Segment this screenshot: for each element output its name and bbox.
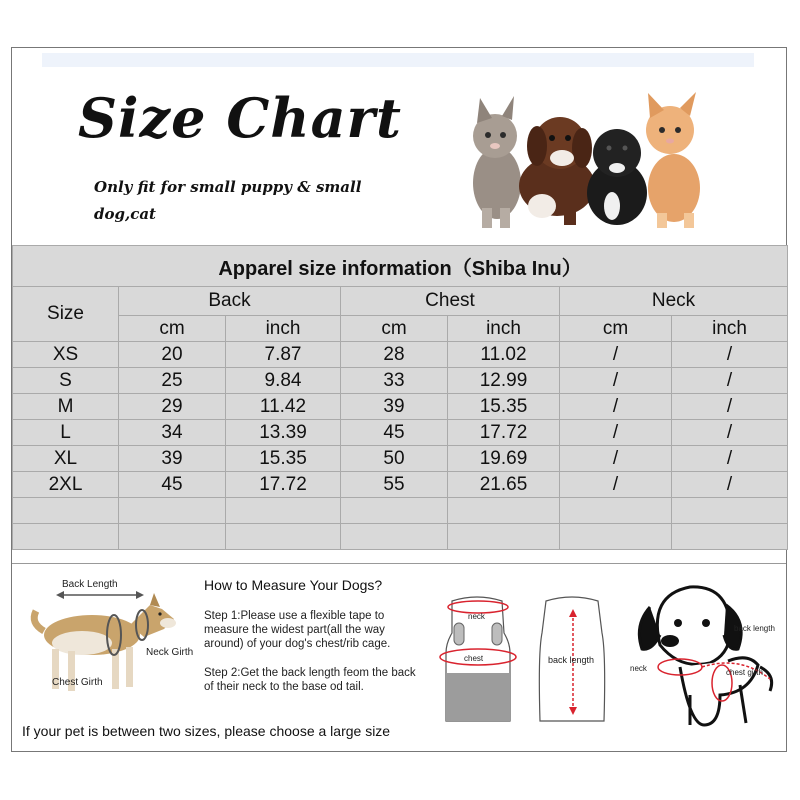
- subtitle: Only fit for small puppy & small dog,cat: [94, 178, 362, 223]
- table-cell: [119, 524, 226, 550]
- group-header-back: Back: [119, 287, 341, 316]
- table-cell: 15.35: [448, 394, 560, 420]
- table-cell: [226, 524, 341, 550]
- step-2-text: Step 2:Get the back length feom the back of their neck to the base od tail.: [204, 667, 416, 693]
- footer-note: If your pet is between two sizes, please choose a large size: [22, 723, 391, 739]
- table-cell: /: [560, 446, 672, 472]
- table-cell: 33: [341, 368, 448, 394]
- puppy-label-chest-girth: chest girth: [726, 668, 763, 677]
- unit-header: cm: [341, 316, 448, 342]
- table-cell: 11.02: [448, 342, 560, 368]
- puppy-measure-diagram: [630, 575, 780, 740]
- vest-back-illustration: [539, 597, 604, 721]
- table-cell: /: [672, 342, 788, 368]
- table-cell: /: [560, 394, 672, 420]
- table-cell: [448, 498, 560, 524]
- size-table: [12, 245, 788, 550]
- puppy-black-illustration: [587, 129, 647, 225]
- table-cell: 20: [119, 342, 226, 368]
- unit-header: inch: [448, 316, 560, 342]
- table-cell: M: [13, 394, 119, 420]
- table-row: [13, 420, 788, 446]
- vest-label-neck: neck: [468, 612, 485, 621]
- table-cell: 11.42: [226, 394, 341, 420]
- pets-photo: [452, 88, 722, 233]
- table-cell: [341, 498, 448, 524]
- vest-measure-diagram: [432, 593, 632, 728]
- table-cell: L: [13, 420, 119, 446]
- table-cell: 17.72: [226, 472, 341, 498]
- table-cell: 45: [341, 420, 448, 446]
- table-cell: 21.65: [448, 472, 560, 498]
- step-1-text: Step 1:Please use a flexible tape to measure the widest part(all the way around) of your dog's chest/rib cage.: [204, 610, 391, 650]
- header-banner: [12, 48, 786, 244]
- dog-label-back-length: Back Length: [62, 579, 118, 590]
- table-cell: [341, 524, 448, 550]
- unit-header: inch: [226, 316, 341, 342]
- vest-front-illustration: [440, 597, 516, 721]
- vest-label-chest: chest: [464, 654, 484, 663]
- table-cell: /: [672, 420, 788, 446]
- table-cell: [448, 524, 560, 550]
- vest-label-back-length: back length: [548, 655, 595, 665]
- size-chart-frame: [11, 47, 787, 752]
- table-info-title: Apparel size information（Shiba Inu）: [13, 246, 788, 287]
- table-cell: [560, 498, 672, 524]
- table-cell: [672, 524, 788, 550]
- table-cell: 50: [341, 446, 448, 472]
- table-cell: 9.84: [226, 368, 341, 394]
- table-unit-row: [13, 316, 788, 342]
- table-row-empty: [13, 498, 788, 524]
- table-cell: 19.69: [448, 446, 560, 472]
- header-band: [42, 53, 754, 67]
- table-cell: 45: [119, 472, 226, 498]
- table-cell: /: [560, 368, 672, 394]
- dog-label-neck-girth: Neck Girth: [146, 647, 194, 658]
- puppy-brown-illustration: [519, 117, 595, 225]
- table-cell: 39: [119, 446, 226, 472]
- section-divider: [12, 563, 786, 564]
- table-cell: /: [672, 394, 788, 420]
- table-cell: /: [672, 472, 788, 498]
- table-row: [13, 342, 788, 368]
- table-row-empty: [13, 524, 788, 550]
- puppy-label-neck: neck: [630, 664, 647, 673]
- table-cell: /: [672, 446, 788, 472]
- table-cell: /: [560, 342, 672, 368]
- table-cell: [119, 498, 226, 524]
- table-row: [13, 446, 788, 472]
- table-cell: XS: [13, 342, 119, 368]
- table-cell: XL: [13, 446, 119, 472]
- table-cell: [226, 498, 341, 524]
- table-row: [13, 394, 788, 420]
- group-header-chest: Chest: [341, 287, 560, 316]
- table-cell: 7.87: [226, 342, 341, 368]
- unit-header: cm: [560, 316, 672, 342]
- table-cell: 39: [341, 394, 448, 420]
- dog-measure-diagram: [22, 573, 197, 713]
- table-group-row: [13, 287, 788, 316]
- table-cell: 15.35: [226, 446, 341, 472]
- table-cell: 13.39: [226, 420, 341, 446]
- table-cell: S: [13, 368, 119, 394]
- table-cell: [672, 498, 788, 524]
- table-cell: 29: [119, 394, 226, 420]
- unit-header: cm: [119, 316, 226, 342]
- table-cell: [13, 524, 119, 550]
- kitten-grey-illustration: [473, 96, 521, 228]
- table-cell: 34: [119, 420, 226, 446]
- group-header-neck: Neck: [560, 287, 788, 316]
- table-cell: 25: [119, 368, 226, 394]
- page-title: Size Chart: [78, 86, 402, 150]
- table-cell: 2XL: [13, 472, 119, 498]
- table-cell: /: [672, 368, 788, 394]
- table-cell: 28: [341, 342, 448, 368]
- table-cell: /: [560, 420, 672, 446]
- how-to-measure-section: [12, 563, 786, 751]
- table-row: [13, 368, 788, 394]
- size-column-header: Size: [13, 287, 119, 342]
- unit-header: inch: [672, 316, 788, 342]
- puppy-label-back-length: back length: [734, 624, 775, 633]
- puppy-outline-illustration: [639, 587, 771, 725]
- table-info-row: [13, 246, 788, 287]
- dog-label-chest-girth: Chest Girth: [52, 677, 103, 688]
- table-cell: 17.72: [448, 420, 560, 446]
- table-cell: 55: [341, 472, 448, 498]
- table-cell: [560, 524, 672, 550]
- table-cell: [13, 498, 119, 524]
- kitten-orange-illustration: [646, 92, 700, 228]
- howto-title: How to Measure Your Dogs?: [204, 577, 383, 593]
- table-cell: 12.99: [448, 368, 560, 394]
- table-cell: /: [560, 472, 672, 498]
- table-row: [13, 472, 788, 498]
